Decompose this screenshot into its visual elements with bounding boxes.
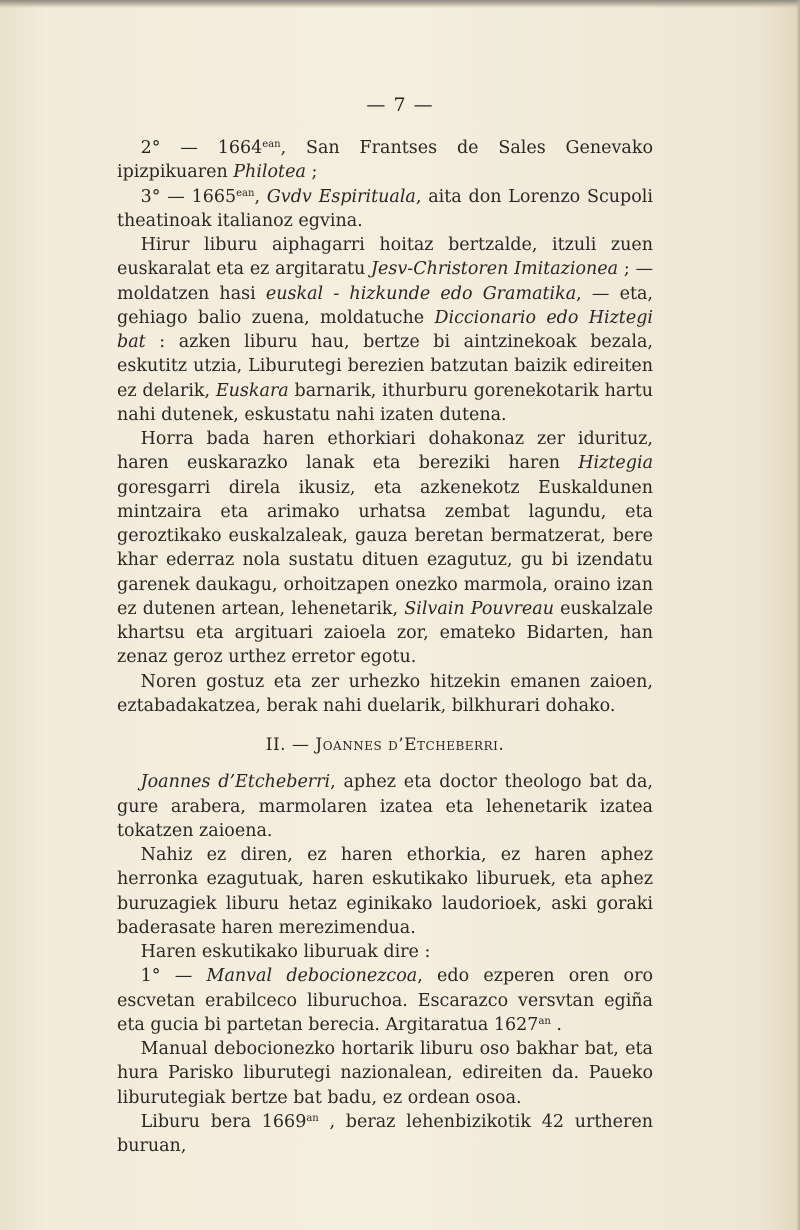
book-title: Gvdv Espirituala	[266, 186, 416, 207]
paragraph-text: Hirur liburu aiphagarri hoitaz bertzalde, itzuli zuen euskaralat eta ez argitaratu	[117, 235, 653, 280]
person-name: Joannes d’Etcheberri	[140, 772, 331, 793]
body-text	[117, 136, 653, 1158]
item-number: 3°	[140, 186, 161, 207]
superscript: ean	[262, 139, 281, 150]
page-right-edge	[796, 0, 800, 1230]
paragraph-text: , aita don Lorenzo Scupoli theatinoak italianoz egvina.	[117, 186, 653, 231]
item-number: 2°	[140, 138, 161, 158]
item-date: — 1665	[160, 186, 237, 207]
section-heading	[117, 733, 653, 757]
paragraph-text: Horra bada haren ethorkiari dohakonaz zer idurituz, haren euskarazko lanak eta bereziki haren	[117, 429, 653, 474]
book-title: Jesv-Christoren Imitazionea	[371, 259, 619, 280]
paragraph-nahiz: Nahiz ez diren, ez haren ethorkia, ez haren aphez herronka ezagutuak, haren eskutikako liburuek, eta aphez buruzagiek liburu hetaz eginikako laudorioek, aski goraki baderasate haren merezimendua.	[117, 845, 653, 938]
paragraph-joannes	[117, 770, 653, 843]
paragraph-text: ; — moldatzen hasi	[117, 259, 653, 304]
paragraph-text: Liburu bera 1669	[140, 1111, 307, 1132]
person-name: Silvain Pouvreau	[404, 598, 554, 619]
paragraph-text: , aphez eta doctor theologo bat da, gure arabera, marmolaren izatea eta lehenetarik izatea tokatzen zaioena.	[117, 772, 653, 841]
paragraph-text: , beraz lehenbizikotik 42 urtheren buruan,	[117, 1111, 653, 1156]
item-date: — 1664	[160, 138, 263, 158]
book-title: Philotea	[233, 162, 306, 183]
superscript: ean	[236, 187, 255, 199]
paragraph-text: goresgarri direla ikusiz, eta azkenekotz Euskaldunen mintzaira eta arimako urhatsa zembat lagundu, eta geroztikako euskalzaleak, gauza beretan bermatzerat, bere khar ederraz nola sustatu dituen ezagutuz, gu bi izendatu garenek daukagu, orhoitzapen onezko marmola, oraino izan ez dutenen artean, lehenetarik,	[117, 477, 653, 619]
page-top-edge	[0, 0, 800, 8]
paragraph-item-2	[117, 136, 653, 185]
paragraph-text: , edo ezperen oren oro escvetan erabilceco liburuchoa. Escarazco versvtan egiña eta gucia bi partetan berecia. Argitaratua 1627	[117, 966, 653, 1035]
book-title: euskal - hizkunde edo Gramatika	[265, 283, 577, 304]
book-title: Diccionario edo Hiztegi bat	[117, 307, 653, 352]
paragraph-horra	[117, 427, 653, 670]
superscript: an	[306, 1112, 319, 1124]
section-title: Joannes d’Etcheberri.	[315, 735, 505, 755]
separator: ,	[254, 186, 267, 207]
paragraph-text: .	[550, 1014, 562, 1035]
paragraph-liburu	[117, 1110, 653, 1159]
paragraph-haren: Haren eskutikako liburuak dire :	[140, 942, 431, 962]
section-number: II. —	[265, 735, 316, 755]
paragraph-text: : azken liburu hau, bertze bi aintzinekoak bezala, eskutitz utzia, Liburutegi berezien batzutan baizik edireiten ez delarik,	[117, 332, 653, 401]
book-title: Hiztegia	[578, 453, 653, 474]
paragraph-item-1	[117, 964, 653, 1037]
book-title: Manval debocionezcoa	[206, 966, 418, 987]
paragraph-text: barnarik, ithurburu gorenekotarik hartu nahi dutenek, eskustatu nahi izaten dutena.	[117, 380, 653, 425]
paragraph-hirur	[117, 233, 653, 427]
book-title: Euskara	[215, 380, 289, 401]
paragraph-text: euskalzale khartsu eta argituari zaioela zor, emateko Bidarten, han zenaz geroz urthez erretor egotu.	[117, 598, 653, 668]
paragraph-item-3	[117, 185, 653, 234]
paragraph-manual: Manual debocionezko hortarik liburu oso bakhar bat, eta hura Parisko liburutegi nazionalean, edireiten da. Paueko liburutegiak bertze bat badu, ez ordean osoa.	[117, 1039, 653, 1108]
superscript: an	[538, 1015, 551, 1027]
paragraph-text: , — eta, gehiago balio zuena, moldatuche	[117, 283, 653, 328]
item-number: 1°	[140, 966, 161, 987]
paragraph-text: , San Frantses de Sales Genevako ipizpikuaren	[117, 138, 653, 183]
page-number: — 7 —	[366, 94, 434, 116]
paragraph-noren: Noren gostuz eta zer urhezko hitzekin emanen zaioen, eztabadakatzea, berak nahi duelarik, bilkhurari dohako.	[117, 671, 653, 716]
separator: —	[160, 966, 207, 987]
paragraph-text: ;	[305, 162, 318, 183]
